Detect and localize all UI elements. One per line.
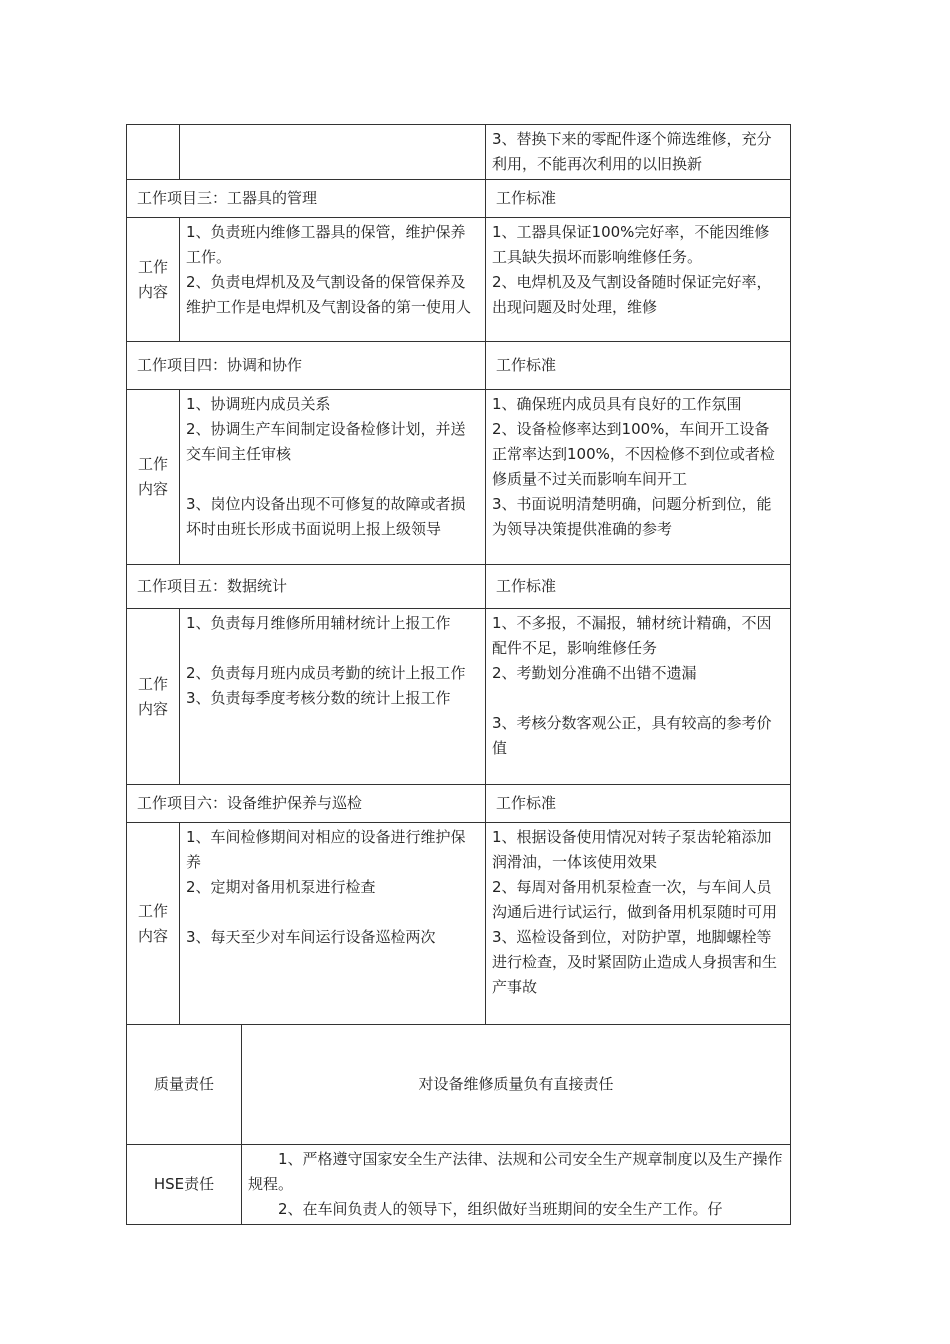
standard-item: 3、书面说明清楚明确，问题分析到位，能为领导决策提供准确的参考 bbox=[492, 495, 772, 538]
standard-cell bbox=[486, 125, 791, 180]
standard-item: 1、根据设备使用情况对转子泵齿轮箱添加润滑油，一体该使用效果 bbox=[492, 828, 772, 871]
hse-label: HSE责任 bbox=[127, 1145, 242, 1225]
section-header-row bbox=[127, 180, 791, 218]
work-content-cell bbox=[180, 218, 486, 342]
work-content-label bbox=[127, 390, 180, 565]
standard-item: 1、确保班内成员具有良好的工作氛围 bbox=[492, 395, 742, 413]
section-title: 工作项目四：协调和协作 bbox=[127, 342, 486, 390]
content-item: 1、负责班内维修工器具的保管，维护保养工作。 bbox=[186, 223, 466, 266]
standard-cell bbox=[486, 390, 791, 565]
standard-item: 3、巡检设备到位，对防护罩，地脚螺栓等进行检查，及时紧固防止造成人身损害和生产事故 bbox=[492, 928, 778, 996]
standard-header: 工作标准 bbox=[486, 565, 791, 609]
label-line: 内容 bbox=[137, 699, 168, 718]
quality-label: 质量责任 bbox=[127, 1025, 242, 1145]
standard-item: 2、考勤划分准确不出错不遗漏 bbox=[492, 664, 697, 682]
section-title: 工作项目六：设备维护保养与巡检 bbox=[127, 785, 486, 823]
standard-item: 1、工器具保证100%完好率，不能因维修工具缺失损坏而影响维修任务。 bbox=[492, 223, 770, 266]
work-content-label bbox=[127, 218, 180, 342]
section-body-row bbox=[127, 823, 791, 1025]
standard-item: 3、替换下来的零配件逐个筛选维修，充分利用，不能再次利用的以旧换新 bbox=[492, 130, 772, 173]
standard-cell bbox=[486, 823, 791, 1025]
hse-paragraph: 2、在车间负责人的领导下，组织做好当班期间的安全生产工作。仔 bbox=[278, 1200, 723, 1218]
hse-text-cell bbox=[242, 1145, 791, 1225]
content-item: 3、每天至少对车间运行设备巡检两次 bbox=[186, 928, 436, 946]
label-line: 内容 bbox=[137, 282, 168, 301]
label-line: 工作 bbox=[137, 257, 168, 276]
hse-paragraph: 1、严格遵守国家安全生产法律、法规和公司安全生产规章制度以及生产操作规程。 bbox=[248, 1150, 783, 1193]
work-content-cell bbox=[180, 609, 486, 785]
standard-header: 工作标准 bbox=[486, 785, 791, 823]
work-content-label bbox=[127, 609, 180, 785]
section-body-row bbox=[127, 218, 791, 342]
section-title: 工作项目五：数据统计 bbox=[127, 565, 486, 609]
label-line: 内容 bbox=[137, 926, 168, 945]
label-line: 工作 bbox=[137, 901, 168, 920]
standard-cell bbox=[486, 609, 791, 785]
content-item: 2、协调生产车间制定设备检修计划，并送交车间主任审核 bbox=[186, 420, 466, 463]
section-body-row bbox=[127, 609, 791, 785]
section-header-row bbox=[127, 565, 791, 609]
empty-content-cell bbox=[180, 125, 486, 180]
standard-header: 工作标准 bbox=[486, 342, 791, 390]
section-header-row bbox=[127, 342, 791, 390]
content-item: 1、车间检修期间对相应的设备进行维护保养 bbox=[186, 828, 466, 871]
hse-row bbox=[127, 1145, 791, 1225]
content-item: 3、负责每季度考核分数的统计上报工作 bbox=[186, 689, 451, 707]
spacer bbox=[186, 467, 479, 492]
standard-item: 1、不多报，不漏报，辅材统计精确，不因配件不足，影响维修任务 bbox=[492, 614, 772, 657]
label-line: 内容 bbox=[137, 480, 168, 498]
content-item: 3、岗位内设备出现不可修复的故障或者损坏时由班长形成书面说明上报上级领导 bbox=[186, 495, 466, 538]
standard-item: 2、设备检修率达到100%，车间开工设备正常率达到100%，不因检修不到位或者检修质量不过关而影响车间开工 bbox=[492, 420, 775, 488]
work-content-label bbox=[127, 823, 180, 1025]
spacer bbox=[186, 900, 479, 925]
spacer bbox=[186, 636, 479, 661]
section-header-row bbox=[127, 785, 791, 823]
standard-item: 3、考核分数客观公正，具有较高的参考价值 bbox=[492, 714, 772, 757]
quality-row bbox=[127, 1025, 791, 1145]
label-line: 工作 bbox=[137, 674, 168, 693]
content-item: 2、负责每月班内成员考勤的统计上报工作 bbox=[186, 664, 466, 682]
empty-label-cell bbox=[127, 125, 180, 180]
continuation-row bbox=[127, 125, 791, 180]
standard-item: 2、电焊机及及气割设备随时保证完好率，出现问题及时处理，维修 bbox=[492, 273, 772, 316]
section-title: 工作项目三：工器具的管理 bbox=[127, 180, 486, 218]
standard-header: 工作标准 bbox=[486, 180, 791, 218]
work-content-cell bbox=[180, 823, 486, 1025]
section-body-row bbox=[127, 390, 791, 565]
standard-cell bbox=[486, 218, 791, 342]
work-content-cell bbox=[180, 390, 486, 565]
job-responsibility-table bbox=[126, 124, 791, 1225]
content-item: 1、负责每月维修所用辅材统计上报工作 bbox=[186, 614, 451, 632]
label-line: 工作 bbox=[137, 455, 168, 473]
content-item: 2、定期对备用机泵进行检查 bbox=[186, 878, 376, 896]
standard-item: 2、每周对备用机泵检查一次，与车间人员沟通后进行试运行，做到备用机泵随时可用 bbox=[492, 878, 778, 921]
content-item: 2、负责电焊机及及气割设备的保管保养及维护工作是电焊机及气割设备的第一使用人 bbox=[186, 273, 472, 316]
content-item: 1、协调班内成员关系 bbox=[186, 395, 331, 413]
spacer bbox=[492, 686, 784, 711]
quality-text: 对设备维修质量负有直接责任 bbox=[242, 1025, 791, 1145]
